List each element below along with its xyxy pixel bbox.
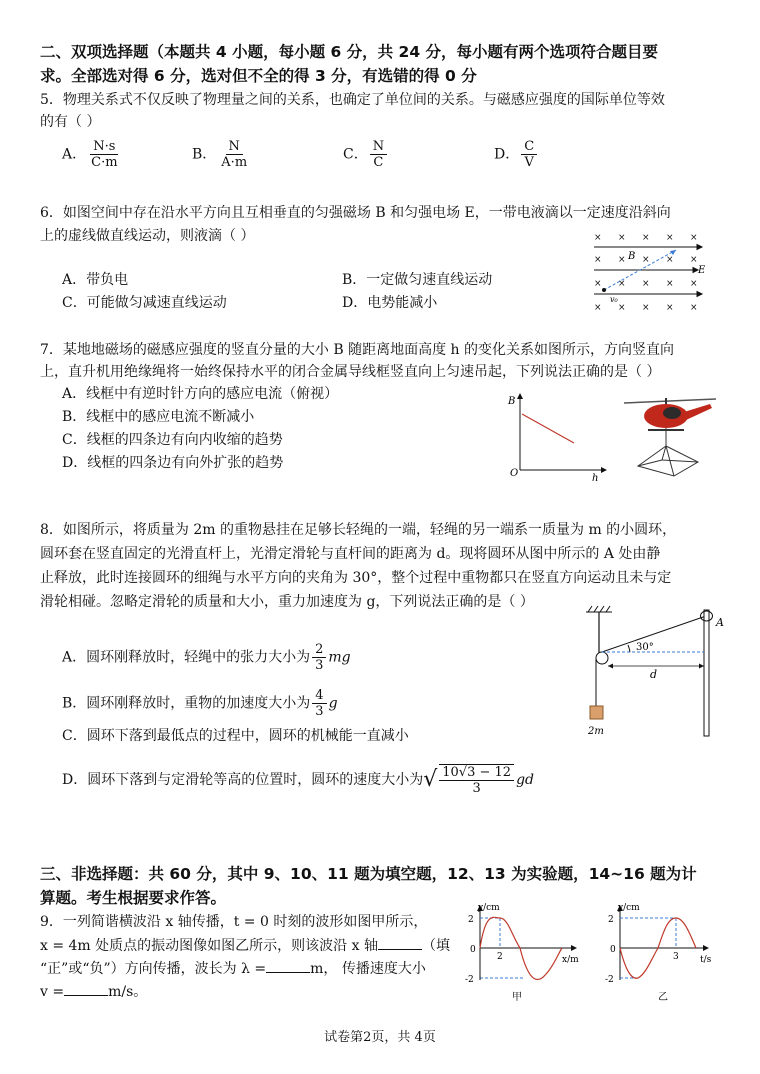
q6-option-d: D．电势能减小 bbox=[342, 295, 438, 311]
q7-option-d: D．线框的四条边有向外扩张的趋势 bbox=[62, 455, 284, 471]
yi-caption: 乙 bbox=[658, 992, 668, 1003]
yi-top-tick: 2 bbox=[608, 915, 614, 925]
q7-stem-line2: 上，直升机用绝缘绳将一始终保持水平的闭合金属导线框竖直向上匀速吊起，下列说法正确的是（ ） bbox=[40, 364, 661, 380]
weight-2m bbox=[590, 706, 603, 719]
q6-label-e: E bbox=[698, 265, 706, 276]
q6-label-v0: v₀ bbox=[610, 295, 618, 304]
q6-option-c: C．可能做匀减速直线运动 bbox=[62, 295, 227, 311]
section2-title-line2: 求。全部选对得 6 分，选对但不全的得 3 分，有选错的得 0 分 bbox=[40, 67, 477, 85]
q9-stem-line1: 9．一列简谐横波沿 x 轴传播，t = 0 时刻的波形如图甲所示， bbox=[40, 914, 428, 930]
q8-stem-line4: 滑轮相碰。忽略定滑轮的质量和大小，重力加速度为 g，下列说法正确的是（ ） bbox=[40, 594, 534, 610]
q5-option-d: D． $\frac{C}{V}$ bbox=[494, 139, 539, 170]
q5-stem-line2: 的有（ ） bbox=[40, 114, 101, 130]
svg-text:×: × bbox=[594, 233, 602, 243]
ceiling-hatch bbox=[588, 606, 610, 612]
q9-wave-graph-jia bbox=[462, 900, 582, 1006]
jia-bottom-tick: -2 bbox=[465, 975, 474, 985]
section2-title-line1: 二、双项选择题（本题共 4 小题，每小题 6 分，共 24 分，每小题有两个选项符合题目要 bbox=[40, 43, 659, 61]
svg-text:×: × bbox=[690, 233, 698, 243]
q6-field-diagram bbox=[590, 228, 710, 316]
vertical-rod bbox=[704, 610, 709, 736]
q6-stem-line2: 上的虚线做直线运动，则液滴（ ） bbox=[40, 228, 255, 244]
section3-title-line2: 算题。考生根据要求作答。 bbox=[40, 889, 227, 907]
jia-top-tick: 2 bbox=[468, 915, 474, 925]
q6-option-b: B．一定做匀速直线运动 bbox=[342, 272, 493, 288]
yi-ylabel: y/cm bbox=[618, 903, 640, 913]
svg-text:×: × bbox=[642, 233, 650, 243]
jia-x-tick: 2 bbox=[497, 952, 503, 962]
svg-text:×: × bbox=[594, 303, 602, 313]
q7-origin: O bbox=[510, 468, 519, 479]
svg-text:×: × bbox=[618, 303, 626, 313]
q5-stem-line1: 5．物理关系式不仅反映了物理量之间的关系，也确定了单位间的关系。与磁感应强度的国际单位等效 bbox=[40, 92, 665, 108]
q7-option-a: A．线框中有逆时针方向的感应电流（俯视） bbox=[62, 386, 339, 402]
q9-stem-line4: v = m/s。 bbox=[40, 981, 147, 1002]
svg-text:×: × bbox=[594, 279, 602, 289]
svg-text:×: × bbox=[666, 303, 674, 313]
wire-frame-pyramid bbox=[638, 446, 698, 476]
q7-option-c: C．线框的四条边有向内收缩的趋势 bbox=[62, 432, 283, 448]
jia-ylabel: y/cm bbox=[478, 903, 500, 913]
q7-b-h-graph bbox=[506, 390, 610, 482]
q8-option-d: D．圆环下落到与定滑轮等高的位置时，圆环的速度大小为√ $\frac{10√3 - 12}{3}$ gd bbox=[62, 765, 534, 796]
svg-text:×: × bbox=[594, 255, 602, 265]
q8-mass-label: 2m bbox=[588, 726, 604, 737]
section3-title-line1: 三、非选择题：共 60 分，其中 9、10、11 题为填空题，12、13 为实验题，14~16 题为计 bbox=[40, 865, 697, 883]
pulley bbox=[596, 652, 608, 664]
yi-origin: 0 bbox=[610, 945, 616, 955]
q8-stem-line1: 8．如图所示，将质量为 2m 的重物悬挂在足够长轻绳的一端，轻绳的另一端系一质量为 m 的小圆环， bbox=[40, 522, 677, 538]
q9-vibration-graph-yi bbox=[602, 900, 722, 1006]
q8-option-a: A．圆环刚释放时，轻绳中的张力大小为 $\frac{2}{3}$ mg bbox=[62, 642, 351, 673]
q7-option-b: B．线框中的感应电流不断减小 bbox=[62, 409, 255, 425]
q9-stem-line2: x = 4m 处质点的振动图像如图乙所示，则该波沿 x 轴 （填 bbox=[40, 935, 450, 956]
svg-text:×: × bbox=[666, 233, 674, 243]
droplet bbox=[602, 288, 606, 292]
svg-text:×: × bbox=[642, 255, 650, 265]
b-h-line bbox=[522, 414, 574, 443]
svg-text:×: × bbox=[690, 303, 698, 313]
svg-text:×: × bbox=[642, 303, 650, 313]
svg-text:×: × bbox=[642, 279, 650, 289]
q8-option-c: C．圆环下落到最低点的过程中，圆环的机械能一直减小 bbox=[62, 728, 409, 744]
q8-stem-line2: 圆环套在竖直固定的光滑直杆上，光滑定滑轮与直杆间的距离为 d。现将圆环从图中所示的 A 处由静 bbox=[40, 546, 661, 562]
svg-text:×: × bbox=[690, 255, 698, 265]
q7-axis-h: h bbox=[592, 473, 599, 482]
yi-bottom-tick: -2 bbox=[605, 975, 614, 985]
page-footer: 试卷第2页，共 4页 bbox=[324, 1030, 436, 1045]
rope-slanted bbox=[602, 616, 706, 652]
svg-text:×: × bbox=[666, 279, 674, 289]
q8-option-b: B．圆环刚释放时，重物的加速度大小为 $\frac{4}{3}$ g bbox=[62, 688, 338, 719]
svg-text:×: × bbox=[618, 233, 626, 243]
q8-d-label: d bbox=[650, 668, 658, 681]
svg-text:×: × bbox=[618, 279, 626, 289]
jia-xlabel: x/m bbox=[562, 955, 579, 965]
svg-text:×: × bbox=[618, 255, 626, 265]
q9-blank-wavelength[interactable] bbox=[266, 958, 310, 973]
q5-option-c: C． $\frac{N}{C}$ bbox=[343, 139, 389, 170]
q9-blank-speed[interactable] bbox=[64, 981, 108, 996]
q7-stem-line1: 7．某地地磁场的磁感应强度的竖直分量的大小 B 随距离地面高度 h 的变化关系如图所示，方向竖直向 bbox=[40, 342, 675, 358]
jia-origin: 0 bbox=[470, 945, 476, 955]
q9-blank-direction[interactable] bbox=[378, 935, 422, 950]
helicopter-frame-illustration bbox=[618, 390, 722, 482]
q5-option-a: A． $\frac{N\cdot s}{C\cdot m}$ bbox=[62, 139, 118, 170]
q6-option-a: A．带负电 bbox=[62, 272, 129, 288]
q6-label-b: B bbox=[628, 251, 636, 262]
q6-stem-line1: 6．如图空间中存在沿水平方向且互相垂直的匀强磁场 B 和匀强电场 E，一带电液滴以一定速度沿斜向 bbox=[40, 205, 671, 221]
q8-a-label: A bbox=[716, 616, 724, 629]
jia-caption: 甲 bbox=[512, 992, 522, 1003]
q8-angle-label: 30° bbox=[636, 642, 654, 653]
svg-text:×: × bbox=[666, 255, 674, 265]
q8-stem-line3: 止释放，此时连接圆环的细绳与水平方向的夹角为 30°，整个过程中重物都只在竖直方向运动且未与定 bbox=[40, 570, 672, 586]
q7-axis-b: B bbox=[508, 396, 516, 407]
svg-text:×: × bbox=[690, 279, 698, 289]
yi-xlabel: t/s bbox=[700, 955, 712, 965]
q5-option-b: B． $\frac{N}{A\cdot m}$ bbox=[192, 139, 248, 170]
q8-pulley-diagram bbox=[578, 598, 728, 738]
yi-x-tick: 3 bbox=[673, 952, 679, 962]
q9-stem-line3: “正”或“负”）方向传播，波长为 λ = m， 传播速度大小 bbox=[40, 958, 426, 979]
